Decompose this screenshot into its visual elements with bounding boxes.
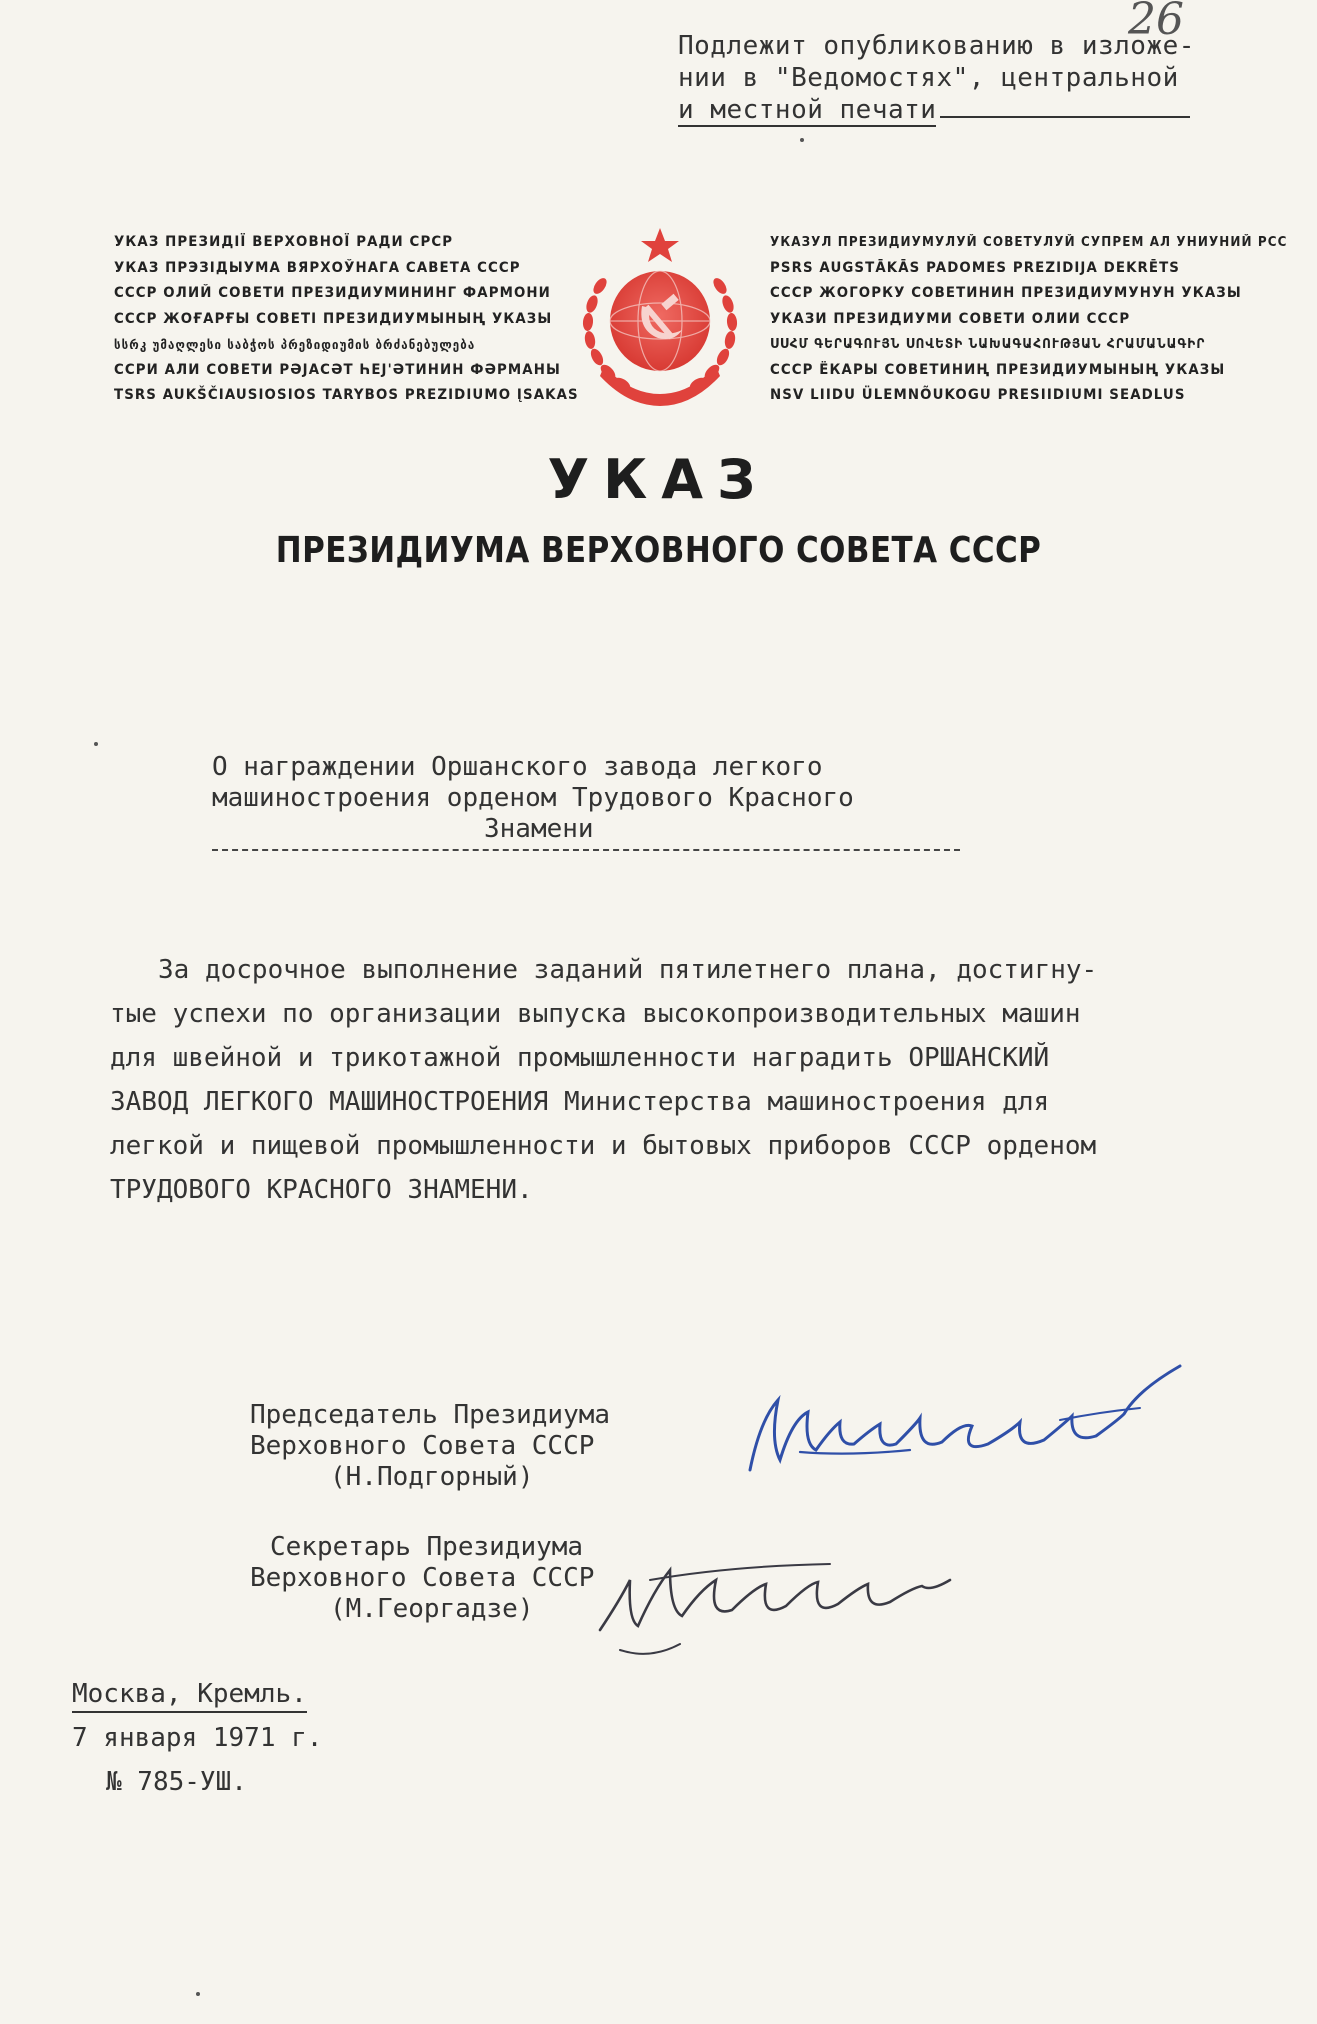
publication-note-line: Подлежит опубликованию в изложе- [678, 31, 1195, 61]
signature-title: Верховного Совета СССР [250, 1431, 595, 1461]
decree-number: № 785-УШ. [106, 1767, 247, 1797]
decree-subject [212, 752, 992, 851]
paper-speck [196, 1992, 200, 1996]
place-date-block [72, 1672, 322, 1804]
body-line: ТРУДОВОГО КРАСНОГО ЗНАМЕНИ. [110, 1175, 533, 1205]
body-line: За досрочное выполнение заданий пятилетнего плана, достигну- [158, 955, 1098, 985]
body-line: для швейной и трикотажной промышленности наградить ОРШАНСКИЙ [110, 1043, 1050, 1073]
underline-rule [940, 96, 1190, 118]
publication-note [678, 30, 1278, 126]
signature-title: Председатель Президиума [250, 1400, 611, 1430]
letterhead-line: NSV LIIDU ÜLEMNÕUKOGU PRESIIDIUMI SEADLUS [770, 387, 1186, 403]
letterhead-line: УКАЗ ПРЭЗІДЫУМА ВЯРХОЎНАГА САВЕТА СССР [114, 259, 521, 276]
letterhead-line: TSRS AUKŠČIAUSIOSIOS TARYBOS PREZIDIUMO ĮSAKAS [114, 387, 579, 403]
subject-line: машиностроения орденом Трудового Красного [212, 783, 854, 813]
signature-title: Верховного Совета СССР [250, 1563, 595, 1593]
subject-rule [212, 849, 960, 851]
ussr-emblem-icon [570, 226, 750, 406]
signature-name: (Н.Подгорный) [330, 1462, 534, 1492]
subject-line: Знамени [484, 814, 594, 844]
paper-speck [800, 138, 804, 142]
body-line: тые успехи по организации выпуска высокопроизводительных машин [110, 999, 1081, 1029]
signature-block-secretary [250, 1532, 594, 1625]
letterhead-line: СССР ЖОГОРКУ СОВЕТИНИН ПРЕЗИДИУМУНУН УКАЗЫ [770, 285, 1242, 301]
paper-speck [94, 742, 98, 746]
letterhead-line: СССР ОЛИЙ СОВЕТИ ПРЕЗИДИУМИНИНГ ФАРМОНИ [114, 285, 551, 301]
letterhead-line: СССР ЁКАРЫ СОВЕТИНИҢ ПРЕЗИДИУМЫНЫҢ УКАЗЫ [770, 361, 1226, 378]
letterhead-line: PSRS AUGSTĀKĀS PADOMES PREZIDIJA DEKRĒTS [770, 259, 1181, 276]
letterhead-line: სსრკ უმაღლესი საბჭოს პრეზიდიუმის ბრძანებულება [114, 337, 476, 352]
letterhead-right [770, 230, 1288, 409]
letterhead-line: ՍՍՀՄ ԳԵՐԱԳՈՒՅՆ ՍՈՎԵՏԻ ՆԱԽԱԳԱՀՈՒԹՅԱՆ ՀՐԱՄԱՆԱԳԻՐ [770, 337, 1206, 352]
place-text: Москва, Кремль. [72, 1679, 307, 1713]
letterhead-line: УКАЗУЛ ПРЕЗИДИУМУЛУЙ СОВЕТУЛУЙ СУПРЕМ АЛ УНИУНИЙ РСС [770, 235, 1288, 250]
publication-note-line-text: и местной печати [678, 95, 937, 125]
page-number: 26 [1128, 0, 1184, 45]
chairman-signature [720, 1360, 1200, 1500]
signature-block-chairman [250, 1400, 610, 1493]
publication-note-line [678, 94, 1278, 126]
letterhead-line: УКАЗИ ПРЕЗИДИУМИ СОВЕТИ ОЛИИ СССР [770, 310, 1131, 327]
signature-name: (М.Георгадзе) [330, 1594, 534, 1624]
document-subtitle: ПРЕЗИДИУМА ВЕРХОВНОГО СОВЕТА СССР [275, 530, 1042, 571]
date: 7 января 1971 г. [72, 1723, 323, 1753]
body-line: ЗАВОД ЛЕГКОГО МАШИНОСТРОЕНИЯ Министерства машиностроения для [110, 1087, 1050, 1117]
body-line: легкой и пищевой промышленности и бытовых приборов СССР орденом [110, 1131, 1097, 1161]
document-title: УКАЗ [547, 448, 770, 511]
letterhead-line: ССРИ АЛИ СОВЕТИ РӘЈАСӘТ ҺЕЈ'ӘТИНИН ФӘРМАНЫ [114, 361, 561, 378]
letterhead-left [114, 230, 579, 409]
signature-title: Секретарь Президиума [270, 1532, 584, 1562]
decree-body [110, 948, 1230, 1212]
letterhead-line: УКАЗ ПРЕЗИДІЇ ВЕРХОВНОЇ РАДИ СРСР [114, 234, 454, 250]
letterhead-line: СССР ЖОҒАРҒЫ СОВЕТІ ПРЕЗИДИУМЫНЫҢ УКАЗЫ [114, 310, 553, 327]
subject-line: О награждении Оршанского завода легкого [212, 752, 823, 782]
secretary-signature [590, 1540, 990, 1670]
place [72, 1672, 322, 1716]
publication-note-line: нии в "Ведомостях", центральной [678, 63, 1179, 93]
